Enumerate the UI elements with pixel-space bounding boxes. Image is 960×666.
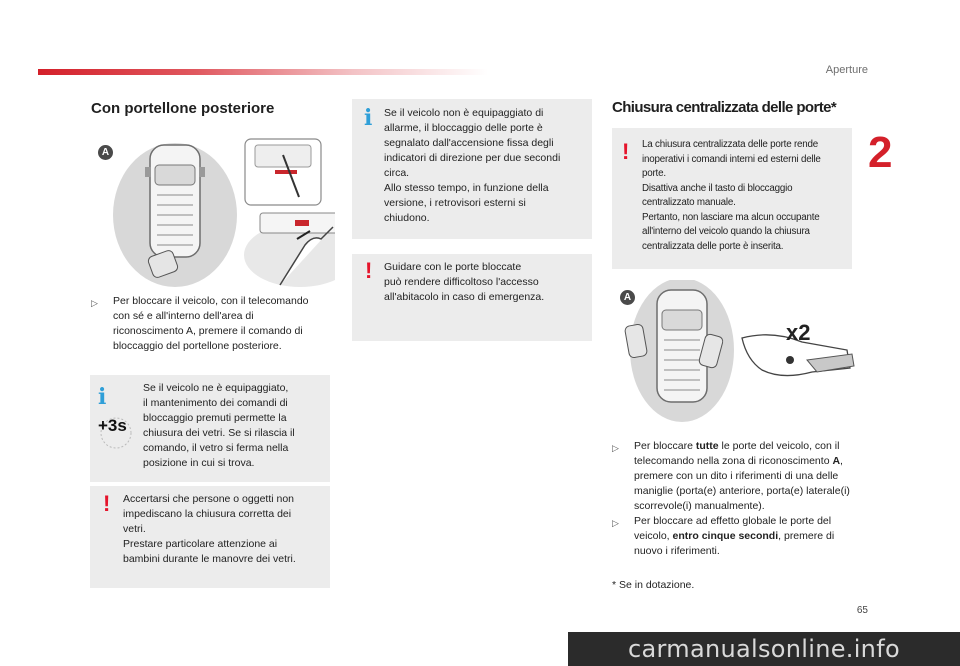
bullet-item [612,439,857,514]
middle-info-text: Se il veicolo non è equipaggiato di allarme, il bloccaggio delle porte è segnalato dall'accensione fissa degli indicatori di direzione per due secondi circa. Allo stesso tempo, in funzione della versione, i retrovisori esterni si chiudono. [384,107,561,224]
right-warning-text: La chiusura centralizzata delle porte rende inoperativi i comandi interni ed esterni delle porte. Disattiva anche il tasto di bloccaggio centralizzato manuale. Pertanto, non lasciare ma alcun occupante all'interno del veicolo quando la chiusura centralizzata delle porte è inserita. [642,139,821,252]
bullet-text: Per bloccare ad effetto globale le porte del veicolo, entro cinque secondi, premere di nuovo i riferimenti. [634,515,835,557]
recognition-zone-badge: A [98,145,113,160]
warning-icon: ! [622,139,630,164]
middle-warning-text: Guidare con le porte bloccate può rendere difficoltoso l'accesso all'abitacolo in caso di emergenza. [384,261,545,303]
left-warning-box [90,486,330,588]
watermark-banner: carmanualsonline.info [568,632,960,666]
footnote: * Se in dotazione. [612,579,695,591]
warning-icon: ! [103,491,111,516]
left-info-box [90,375,330,482]
bullet-item [612,514,857,559]
van-body [657,290,707,402]
van-body [150,145,200,257]
section-header-title: Aperture [825,64,868,76]
warning-icon: ! [365,258,373,283]
left-section-title: Con portellone posteriore [91,100,275,117]
middle-warning-box [352,254,592,341]
left-info-text: Se il veicolo ne è equipaggiato, il mantenimento dei comandi di bloccaggio premuti permette la chiusura dei vetri. Se si rilascia il comando, il vetro si ferma nella posizione in cui si trova. [143,382,295,469]
central-lock-illustration [612,280,857,425]
bullet-text: Per bloccare il veicolo, con il telecomando con sé e all'interno dell'area di riconoscimento A, premere il comando di bloccaggio del portellone posteriore. [113,295,309,352]
page-number: 65 [856,605,868,616]
arrow-bullet-icon: ▷ [612,443,619,453]
middle-info-box [352,99,592,239]
bullet-item [91,294,326,354]
arrow-bullet-icon: ▷ [612,518,619,528]
left-bullet-list [91,294,326,354]
info-icon: i [364,105,373,131]
arrow-bullet-icon: ▷ [91,298,98,308]
hold-3s-badge: +3s [98,416,127,435]
chapter-number: 2 [868,128,893,177]
tailgate-lock-illustration [95,135,335,290]
right-section-title: Chiusura centralizzata delle porte* [612,99,837,116]
right-warning-box [612,128,852,269]
info-icon: i [98,384,107,410]
header-accent-bar [38,69,488,75]
right-bullet-list [612,439,857,559]
press-twice-label: x2 [786,320,811,345]
bullet-text: Per bloccare tutte le porte del veicolo, con il telecomando nella zona di riconoscimento A, premere con un dito i riferimenti di una delle maniglie (porta(e) anteriore, porta(e) laterale(i) scorrevole(i) manualmente). [634,440,850,512]
left-warning-text: Accertarsi che persone o oggetti non impediscano la chiusura corretta dei vetri. Prestare particolare attenzione ai bambini durante le manovre dei vetri. [123,493,296,565]
recognition-zone-badge: A [620,290,635,305]
